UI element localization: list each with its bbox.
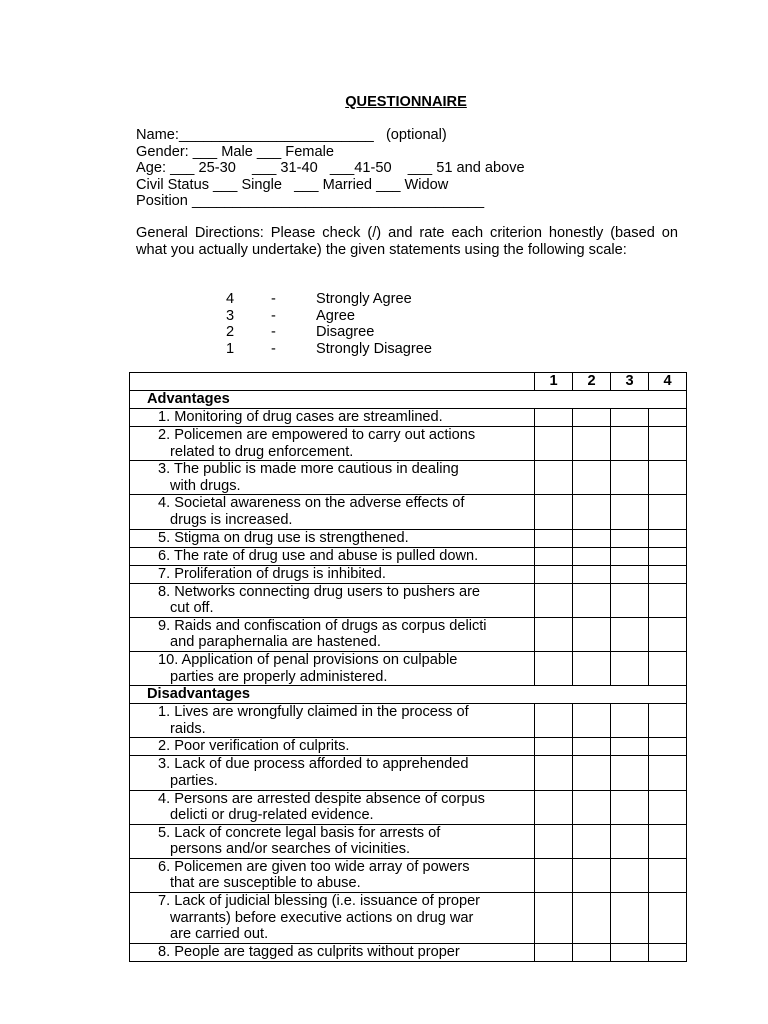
statement-text: 5. Lack of concrete legal basis for arrests of [158,824,441,841]
rating-cell-4[interactable] [649,651,687,685]
rating-cell-3[interactable] [611,651,649,685]
gender-field[interactable]: Gender: ___ Male ___ Female [136,143,334,160]
rating-cell-4[interactable] [649,944,687,962]
scale-row [226,291,486,308]
statement-text: 2. Policemen are empowered to carry out actions [158,427,476,443]
rating-cell-3[interactable] [611,495,649,529]
rating-cell-3[interactable] [611,529,649,547]
statement-cell [130,893,535,944]
table-row [130,704,687,738]
rating-cell-3[interactable] [611,461,649,495]
rating-cell-1[interactable] [535,824,573,858]
table-row [130,529,687,547]
rating-cell-4[interactable] [649,495,687,529]
statement-continuation: warrants) before executive actions on drug war [170,909,474,926]
statement-continuation: are carried out. [170,926,269,943]
rating-cell-4[interactable] [649,461,687,495]
rating-header: 2 [573,373,611,391]
rating-cell-3[interactable] [611,704,649,738]
table-row [130,824,687,858]
table-row [130,756,687,790]
rating-cell-2[interactable] [573,583,611,617]
rating-cell-2[interactable] [573,529,611,547]
statement-text: 7. Proliferation of drugs is inhibited. [158,565,386,582]
page-title: QUESTIONNAIRE [345,94,467,110]
rating-cell-4[interactable] [649,617,687,651]
rating-cell-1[interactable] [535,461,573,495]
statement-text: 7. Lack of judicial blessing (i.e. issuance of proper [158,893,481,910]
statement-cell [130,547,535,565]
rating-cell-3[interactable] [611,824,649,858]
statement-cell [130,651,535,685]
statement-continuation: related to drug enforcement. [170,443,354,460]
table-row [130,651,687,685]
scale-label: Strongly Agree [316,291,412,307]
rating-cell-1[interactable] [535,495,573,529]
rating-cell-2[interactable] [573,427,611,461]
rating-cell-3[interactable] [611,427,649,461]
rating-cell-1[interactable] [535,617,573,651]
statement-cell [130,427,535,461]
statement-cell [130,858,535,892]
rating-cell-1[interactable] [535,790,573,824]
rating-cell-2[interactable] [573,790,611,824]
rating-cell-2[interactable] [573,565,611,583]
rating-cell-4[interactable] [649,893,687,944]
rating-cell-1[interactable] [535,944,573,962]
statement-text: 10. Application of penal provisions on culpable [158,651,458,668]
table-row [130,738,687,756]
rating-cell-1[interactable] [535,756,573,790]
scale-number: 3 [226,307,235,324]
statement-text: 1. Lives are wrongfully claimed in the process of [158,704,469,721]
statement-text: 5. Stigma on drug use is strengthened. [158,529,409,546]
statement-continuation: parties are properly administered. [170,668,388,685]
rating-cell-1[interactable] [535,427,573,461]
rating-cell-2[interactable] [573,893,611,944]
table-row [130,409,687,427]
statement-cell [130,409,535,427]
statement-cell [130,944,535,962]
rating-cell-1[interactable] [535,738,573,756]
statement-cell [130,790,535,824]
rating-cell-4[interactable] [649,409,687,427]
statement-cell [130,495,535,529]
scale-number: 4 [226,291,235,307]
rating-cell-4[interactable] [649,704,687,738]
rating-cell-1[interactable] [535,858,573,892]
statement-cell [130,824,535,858]
rating-cell-1[interactable] [535,704,573,738]
rating-cell-2[interactable] [573,617,611,651]
table-row [130,893,687,944]
scale-row [226,308,486,325]
statement-text: 6. Policemen are given too wide array of powers [158,858,470,875]
rating-header: 4 [649,373,687,391]
rating-cell-2[interactable] [573,704,611,738]
rating-table [129,372,687,962]
scale-dash: - [271,291,276,307]
rating-cell-4[interactable] [649,824,687,858]
scale-dash: - [271,307,276,324]
section-label: Advantages [130,391,687,409]
scale-number: 1 [226,340,235,357]
rating-cell-4[interactable] [649,565,687,583]
age-field[interactable]: Age: ___ 25-30 ___ 31-40 ___41-50 ___ 51 and above [136,160,525,176]
statement-cell [130,583,535,617]
header-blank-cell [130,373,535,391]
rating-cell-2[interactable] [573,409,611,427]
rating-cell-2[interactable] [573,461,611,495]
statement-cell [130,738,535,756]
table-row [130,427,687,461]
table-row [130,858,687,892]
rating-cell-3[interactable] [611,409,649,427]
section-row [130,686,687,704]
rating-scale [226,291,486,357]
rating-cell-2[interactable] [573,824,611,858]
statement-continuation: with drugs. [170,477,241,494]
scale-row [226,341,486,358]
rating-cell-3[interactable] [611,893,649,944]
statement-text: 6. The rate of drug use and abuse is pulled down. [158,547,479,564]
rating-cell-3[interactable] [611,617,649,651]
statement-cell [130,529,535,547]
statement-continuation: and paraphernalia are hastened. [170,634,381,651]
scale-dash: - [271,340,276,357]
statement-cell [130,461,535,495]
rating-cell-2[interactable] [573,738,611,756]
table-row [130,790,687,824]
table-row [130,495,687,529]
rating-cell-4[interactable] [649,858,687,892]
table-row [130,565,687,583]
rating-cell-4[interactable] [649,790,687,824]
rating-header: 1 [535,373,573,391]
statement-cell [130,704,535,738]
rating-cell-2[interactable] [573,944,611,962]
statement-continuation: raids. [170,720,206,737]
statement-continuation: parties. [170,772,218,789]
rating-cell-2[interactable] [573,547,611,565]
table-header-row [130,373,687,391]
rating-cell-1[interactable] [535,409,573,427]
rating-cell-2[interactable] [573,651,611,685]
statement-text: 9. Raids and confiscation of drugs as corpus delicti [158,617,487,634]
section-row [130,391,687,409]
rating-cell-4[interactable] [649,529,687,547]
civil-status-field[interactable]: Civil Status ___ Single ___ Married ___ Widow [136,176,449,193]
table-row [130,583,687,617]
table-row [130,944,687,962]
rating-cell-1[interactable] [535,529,573,547]
rating-cell-3[interactable] [611,944,649,962]
rating-cell-3[interactable] [611,756,649,790]
statement-continuation: persons and/or searches of vicinities. [170,841,411,858]
scale-number: 2 [226,324,235,340]
rating-cell-3[interactable] [611,565,649,583]
general-directions: General Directions: Please check (/) and rate each criterion honestly (based on what you actually undertake) the given statements using the following scale: [136,225,678,258]
statement-text: 2. Poor verification of culprits. [158,738,350,755]
rating-cell-4[interactable] [649,738,687,756]
rating-cell-2[interactable] [573,858,611,892]
rating-cell-1[interactable] [535,651,573,685]
rating-cell-3[interactable] [611,790,649,824]
rating-cell-4[interactable] [649,547,687,565]
table-row [130,461,687,495]
rating-cell-3[interactable] [611,858,649,892]
statement-continuation: delicti or drug-related evidence. [170,807,374,824]
statement-cell [130,617,535,651]
statement-text: 8. People are tagged as culprits without proper [158,944,460,961]
rating-cell-2[interactable] [573,756,611,790]
position-field[interactable]: Position ____________________________________ [136,193,485,209]
rating-cell-4[interactable] [649,756,687,790]
scale-label: Agree [316,307,355,324]
scale-row [226,324,486,341]
statement-text: 3. Lack of due process afforded to apprehended [158,756,469,773]
statement-text: 4. Societal awareness on the adverse effects of [158,495,465,512]
statement-text: 3. The public is made more cautious in dealing [158,461,459,478]
rating-cell-4[interactable] [649,583,687,617]
rating-cell-1[interactable] [535,583,573,617]
statement-text: 8. Networks connecting drug users to pushers are [158,583,481,600]
rating-header: 3 [611,373,649,391]
statement-text: 1. Monitoring of drug cases are streamlined. [158,409,443,425]
rating-cell-3[interactable] [611,583,649,617]
scale-label: Strongly Disagree [316,340,432,357]
rating-cell-4[interactable] [649,427,687,461]
scale-label: Disagree [316,324,375,340]
statement-continuation: cut off. [170,600,214,617]
table-row [130,547,687,565]
rating-cell-3[interactable] [611,738,649,756]
section-label: Disadvantages [130,686,687,704]
rating-cell-1[interactable] [535,893,573,944]
statement-continuation: that are susceptible to abuse. [170,875,361,892]
rating-cell-1[interactable] [535,547,573,565]
rating-cell-1[interactable] [535,565,573,583]
rating-cell-3[interactable] [611,547,649,565]
statement-cell [130,756,535,790]
statement-continuation: drugs is increased. [170,511,293,528]
scale-dash: - [271,324,276,340]
name-field[interactable]: Name:________________________ (optional) [136,127,447,143]
statement-cell [130,565,535,583]
rating-cell-2[interactable] [573,495,611,529]
table-row [130,617,687,651]
statement-text: 4. Persons are arrested despite absence of corpus [158,790,485,807]
respondent-info [136,127,696,210]
